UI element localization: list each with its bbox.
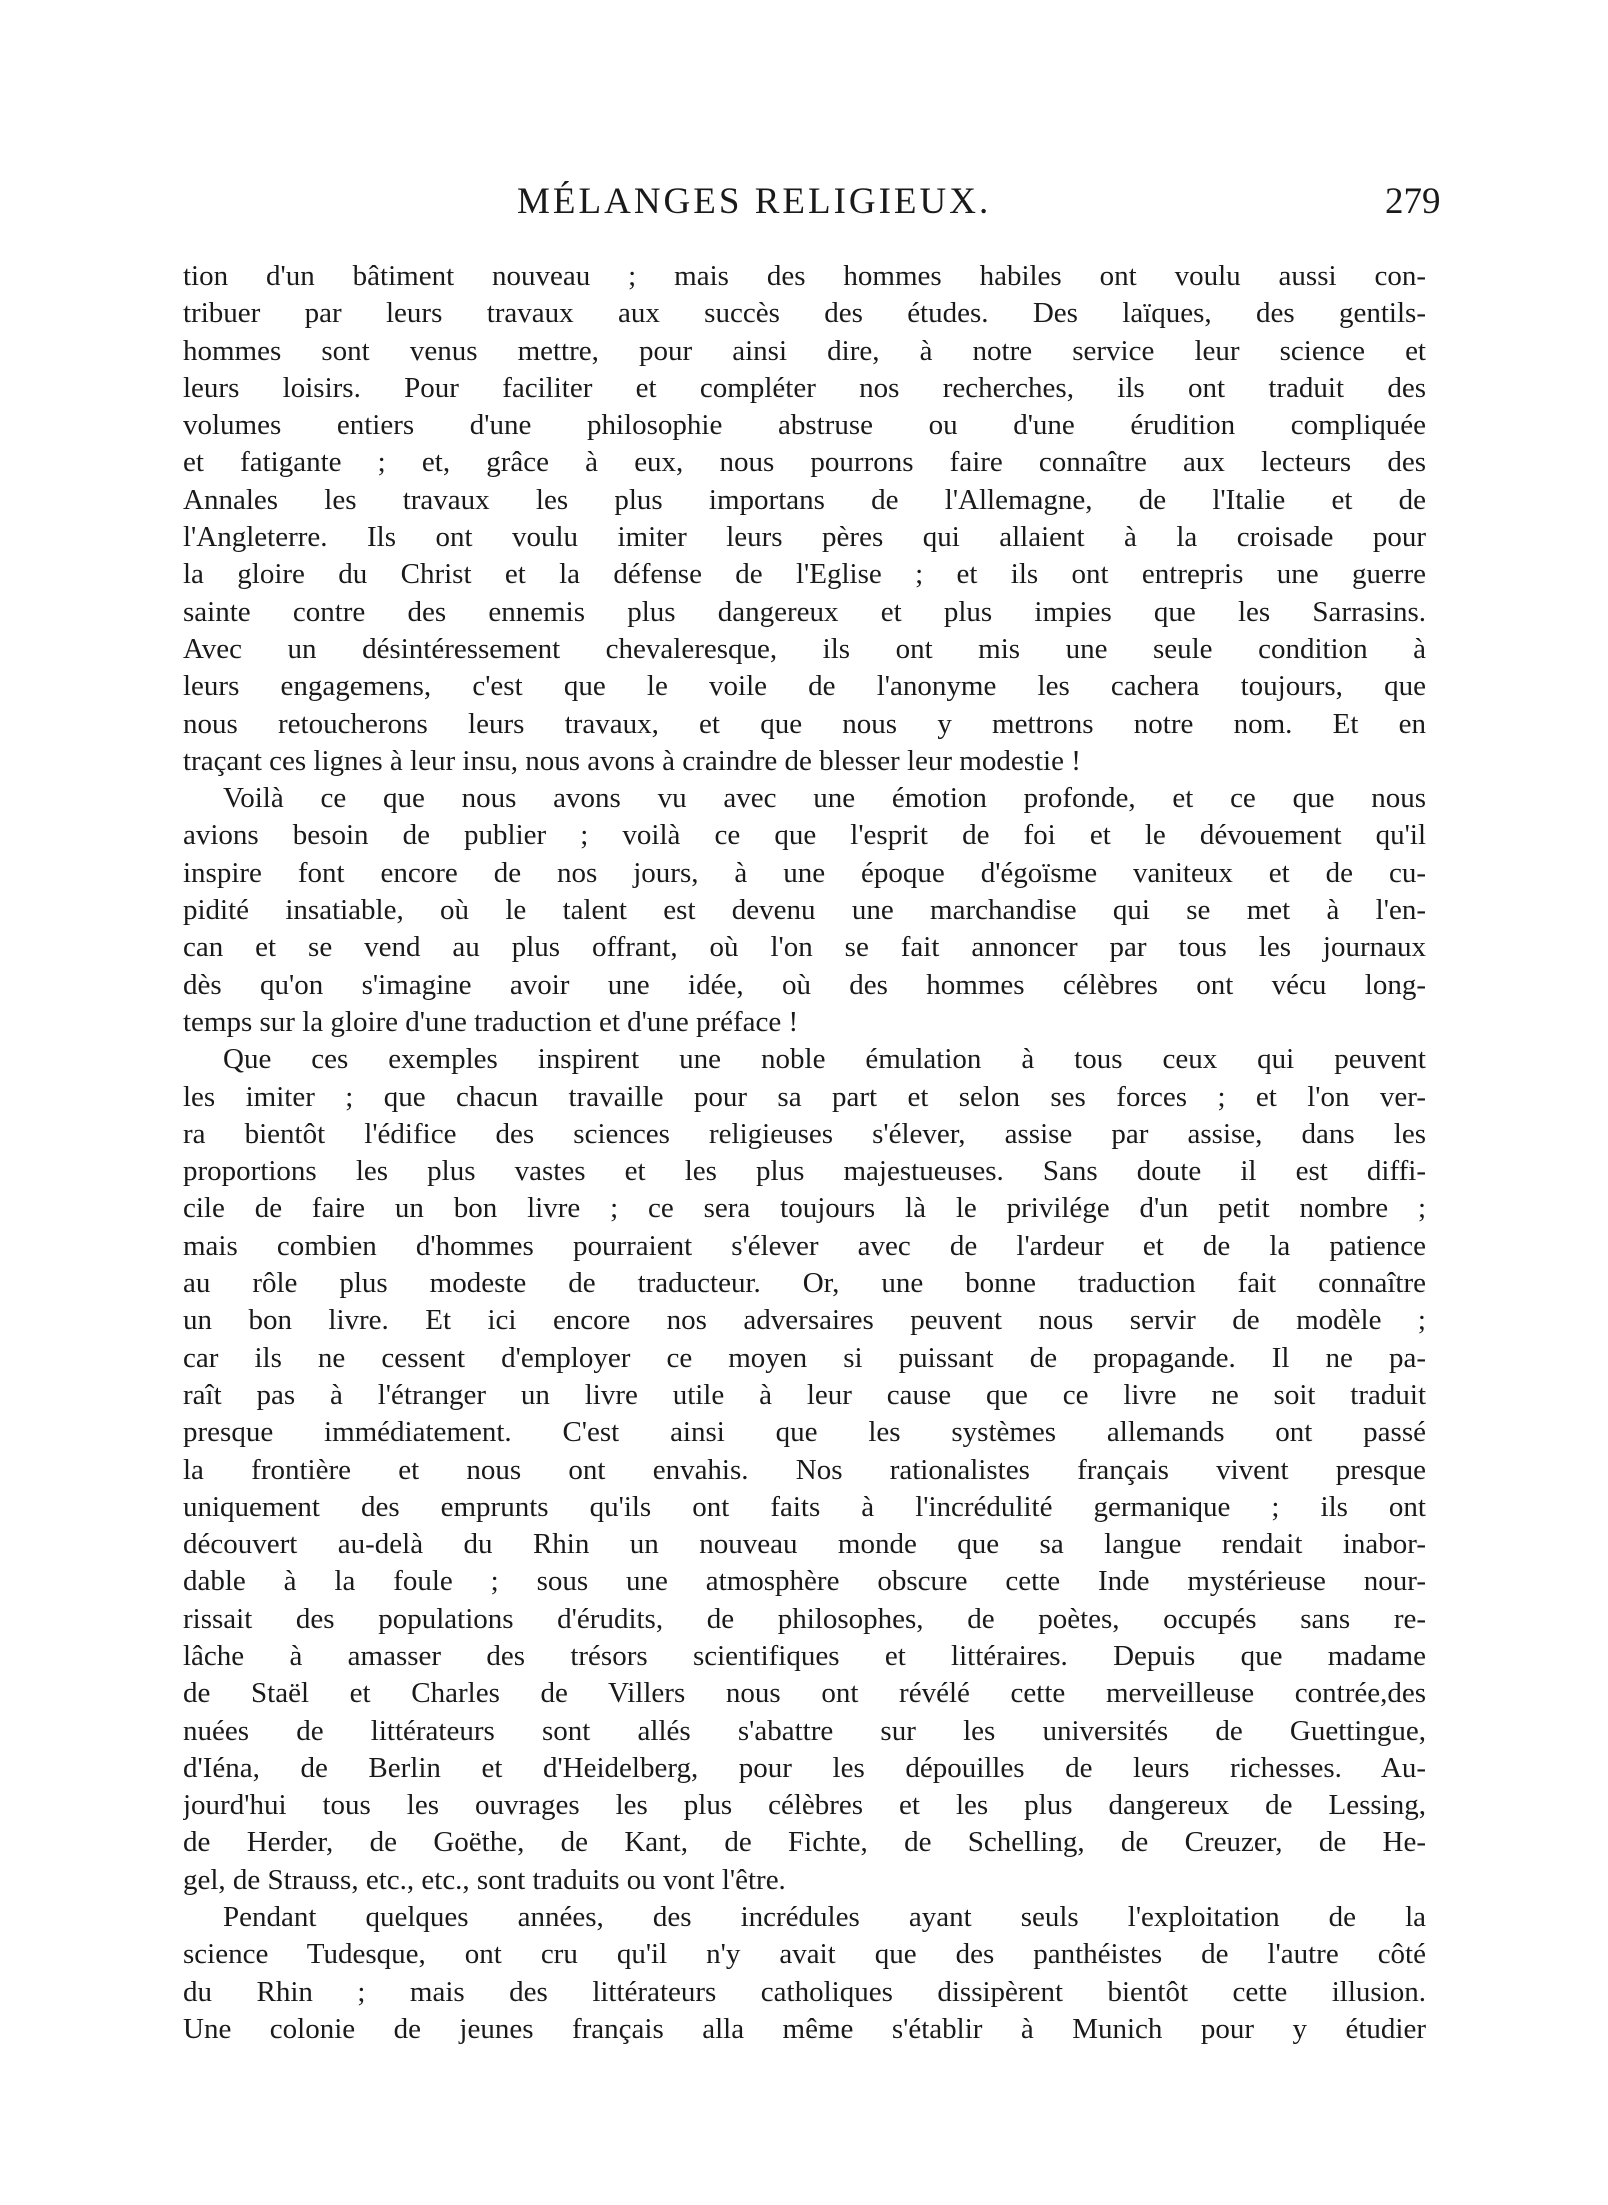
text-line: les imiter ; que chacun travaille pour sa part et selon ses forces ; et l'on ver- xyxy=(183,1080,1426,1113)
text-line: du Rhin ; mais des littérateurs catholiques dissipèrent bientôt cette illusion. xyxy=(183,1975,1426,2008)
text-line: tribuer par leurs travaux aux succès des études. Des laïques, des gentils- xyxy=(183,297,1426,330)
text-line: science Tudesque, ont cru qu'il n'y avait que des panthéistes de l'autre côté xyxy=(183,1938,1426,1971)
text-line: presque immédiatement. C'est ainsi que les systèmes allemands ont passé xyxy=(183,1416,1426,1449)
text-line: dable à la foule ; sous une atmosphère obscure cette Inde mystérieuse nour- xyxy=(183,1565,1426,1598)
text-line: d'Iéna, de Berlin et d'Heidelberg, pour les dépouilles de leurs richesses. Au- xyxy=(183,1751,1426,1784)
text-line: temps sur la gloire d'une traduction et d'une préface ! xyxy=(183,1005,799,1038)
text-line: Voilà ce que nous avons vu avec une émotion profonde, et ce que nous xyxy=(223,782,1426,815)
text-line: la gloire du Christ et la défense de l'Eglise ; et ils ont entrepris une guerre xyxy=(183,558,1426,591)
text-line: traçant ces lignes à leur insu, nous avons à craindre de blesser leur modestie ! xyxy=(183,744,1081,777)
running-head xyxy=(0,180,1608,230)
text-line: avions besoin de publier ; voilà ce que l'esprit de foi et le dévouement qu'il xyxy=(183,819,1426,852)
text-line: nuées de littérateurs sont allés s'abattre sur les universités de Guettingue, xyxy=(183,1714,1426,1747)
text-line: de Herder, de Goëthe, de Kant, de Fichte, de Schelling, de Creuzer, de He- xyxy=(183,1826,1426,1859)
text-line: Pendant quelques années, des incrédules ayant seuls l'exploitation de la xyxy=(223,1901,1426,1934)
text-line: tion d'un bâtiment nouveau ; mais des hommes habiles ont voulu aussi con- xyxy=(183,260,1426,292)
body-text xyxy=(183,258,1426,2048)
page-number: 279 xyxy=(1385,181,1441,222)
text-line: proportions les plus vastes et les plus majestueuses. Sans doute il est diffi- xyxy=(183,1155,1426,1188)
text-line: mais combien d'hommes pourraient s'élever avec de l'ardeur et de la patience xyxy=(183,1229,1426,1262)
text-line: Annales les travaux les plus importans de l'Allemagne, de l'Italie et de xyxy=(183,483,1426,516)
text-line: volumes entiers d'une philosophie abstruse ou d'une érudition compliquée xyxy=(183,409,1426,442)
text-line: Avec un désintéressement chevaleresque, ils ont mis une seule condition à xyxy=(183,632,1426,665)
text-line: dès qu'on s'imagine avoir une idée, où des hommes célèbres ont vécu long- xyxy=(183,968,1426,1001)
text-line: can et se vend au plus offrant, où l'on se fait annoncer par tous les journaux xyxy=(183,931,1426,964)
text-line: et fatigante ; et, grâce à eux, nous pourrons faire connaître aux lecteurs des xyxy=(183,446,1426,479)
text-line: sainte contre des ennemis plus dangereux et plus impies que les Sarrasins. xyxy=(183,595,1426,628)
text-line: lâche à amasser des trésors scientifiques et littéraires. Depuis que madame xyxy=(183,1639,1426,1672)
text-line: leurs loisirs. Pour faciliter et compléter nos recherches, ils ont traduit des xyxy=(183,371,1426,404)
text-line: inspire font encore de nos jours, à une époque d'égoïsme vaniteux et de cu- xyxy=(183,856,1426,889)
text-line: au rôle plus modeste de traducteur. Or, une bonne traduction fait connaître xyxy=(183,1267,1426,1300)
text-line: cile de faire un bon livre ; ce sera toujours là le privilége d'un petit nombre ; xyxy=(183,1192,1426,1225)
text-line: jourd'hui tous les ouvrages les plus célèbres et les plus dangereux de Lessing, xyxy=(183,1789,1426,1822)
text-line: la frontière et nous ont envahis. Nos rationalistes français vivent presque xyxy=(183,1453,1426,1486)
text-line: de Staël et Charles de Villers nous ont révélé cette merveilleuse contrée,des xyxy=(183,1677,1426,1710)
running-title: MÉLANGES RELIGIEUX. xyxy=(517,181,992,222)
text-line: pidité insatiable, où le talent est devenu une marchandise qui se met à l'en- xyxy=(183,894,1426,927)
text-line: gel, de Strauss, etc., etc., sont traduits ou vont l'être. xyxy=(183,1863,786,1896)
text-line: l'Angleterre. Ils ont voulu imiter leurs pères qui allaient à la croisade pour xyxy=(183,521,1426,554)
text-line: Une colonie de jeunes français alla même s'établir à Munich pour y étudier xyxy=(183,2012,1426,2045)
text-line: Que ces exemples inspirent une noble émulation à tous ceux qui peuvent xyxy=(223,1043,1426,1076)
text-line: leurs engagemens, c'est que le voile de l'anonyme les cachera toujours, que xyxy=(183,670,1426,703)
text-line: nous retoucherons leurs travaux, et que nous y mettrons notre nom. Et en xyxy=(183,707,1426,740)
text-line: ra bientôt l'édifice des sciences religieuses s'élever, assise par assise, dans les xyxy=(183,1117,1426,1150)
text-line: car ils ne cessent d'employer ce moyen si puissant de propagande. Il ne pa- xyxy=(183,1341,1426,1374)
text-line: un bon livre. Et ici encore nos adversaires peuvent nous servir de modèle ; xyxy=(183,1304,1426,1337)
text-line: uniquement des emprunts qu'ils ont faits à l'incrédulité germanique ; ils ont xyxy=(183,1490,1426,1523)
text-line: raît pas à l'étranger un livre utile à leur cause que ce livre ne soit traduit xyxy=(183,1378,1426,1411)
text-line: hommes sont venus mettre, pour ainsi dire, à notre service leur science et xyxy=(183,334,1426,367)
text-line: rissait des populations d'érudits, de philosophes, de poètes, occupés sans re- xyxy=(183,1602,1426,1635)
text-line: découvert au-delà du Rhin un nouveau monde que sa langue rendait inabor- xyxy=(183,1528,1426,1561)
